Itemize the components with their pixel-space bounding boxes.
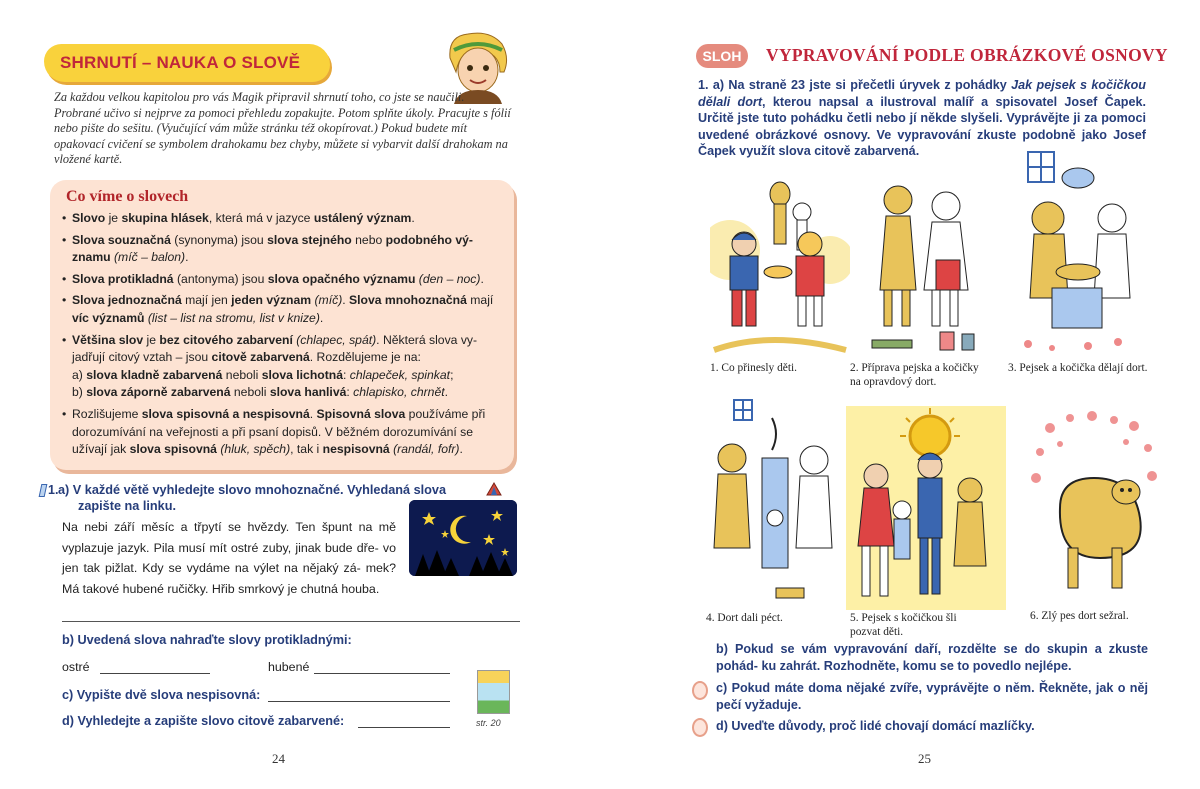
caption-2: 2. Příprava pejska a kočičky na opravdový dort.	[850, 362, 979, 388]
summary-item: • Slovo je skupina hlásek, která má v jazyce ustálený význam.	[62, 210, 500, 228]
summary-item: • Slova souznačná (synonyma) jsou slova stejného nebo podobného vý- znamu (míč – balon).	[62, 232, 500, 267]
pencil-icon	[39, 484, 48, 497]
answer-line	[314, 673, 450, 674]
book-title: Jak pejsek s kočičkou dělali dort	[698, 78, 1146, 109]
discussion-ear-icon	[692, 718, 708, 737]
page-number: 24	[272, 751, 285, 766]
illustration-dog-eating-cake-icon	[1030, 408, 1158, 608]
summary-item: • Slova protikladná (antonyma) jsou slova opačného významu (den – noc).	[62, 271, 500, 289]
answer-line	[358, 727, 450, 728]
exercise-number: 1.	[48, 483, 59, 497]
exercise-1c: c) Vypište dvě slova nespisovná:	[62, 688, 261, 702]
summary-item: • Většina slov je bez citového zabarvení (chlapec, spát). Některá slova vy- jadřují citový vztah – jsou citově zabarvená. Rozdělujeme je na: a) slova kladně zabarvená neboli slova lichotná: chlapeček, spinkat; b) slova záporně zabarvená neboli slova hanlivá: chlapisko, chrnět.	[62, 332, 500, 402]
answer-line	[268, 701, 450, 702]
exercise-1d-right: d) Uveďte důvody, proč lidé chovají domácí mazlíčky.	[716, 719, 1035, 733]
caption-1: 1. Co přinesly děti.	[710, 362, 798, 374]
exercise-1a-line2: zapište na linku.	[78, 499, 176, 513]
exercise-1d: d) Vyhledejte a zapište slovo citově zabarvené:	[62, 714, 345, 728]
summary-box	[50, 180, 514, 470]
exercise-1a-rest: , kterou napsal a ilustroval malíř a spisovatel Josef Čapek. Určitě jste tuto pohádku četli nebo jí někde slyšeli. Vyprávějte ji za pomoci uvedené obrázkové osnovy. Ve vypravování zkuste podobně jako Josef Čapek využít slova citově zabarvená.	[698, 94, 1146, 159]
summary-item: • Slova jednoznačná mají jen jeden význam (míč). Slova mnohoznačná mají víc významů (list – list na stromu, list v knize).	[62, 292, 500, 327]
exercise-1a-line1: a) V každé větě vyhledejte slovo mnohoznačné. Vyhledaná slova	[58, 483, 447, 497]
summary-list	[62, 210, 500, 459]
exercise-number: 1.	[698, 78, 709, 92]
story-picture-3	[1008, 148, 1148, 376]
caption-6: 6. Zlý pes dort sežral.	[1030, 610, 1129, 622]
summary-box-title: Co víme o slovech	[66, 188, 189, 205]
caption-5: 5. Pejsek s kočičkou šli pozvat děti.	[850, 612, 957, 638]
story-picture-2	[850, 160, 990, 389]
story-picture-6	[1030, 408, 1170, 624]
night-sky-image	[409, 500, 517, 576]
story-picture-5	[846, 406, 986, 639]
book-thumbnail-icon	[477, 670, 510, 714]
intro-text: Za každou velkou kapitolou pro vás Magik připravil shrnutí toho, co jste se naučili. Probrané učivo si nejprve za pomoci přehledu zopakujte. Potom splňte úkoly. Pracujte s fólií nebo pište do sešitu. (Vyučující vám může stránku též okopírovat.) Pokud budete mít opakovací cvičení se symbolem drahokamu bez chyby, můžete si vybarvit další drahokam na vložené kartě.	[54, 90, 511, 167]
illustration-children-icon	[710, 160, 850, 360]
gem-tent-icon	[486, 482, 502, 496]
exercise-1b: b) Uvedená slova nahraďte slovy protikladnými:	[62, 633, 352, 647]
exercise-1b-right: b) Pokud se vám vypravování daří, rozdělte se do skupin a zkuste pohád- ku zahrát. Rozhodněte, komu se to povedlo nejlépe.	[716, 642, 1148, 673]
left-page	[0, 0, 560, 789]
section-title: VYPRAVOVÁNÍ PODLE OBRÁZKOVÉ OSNOVY	[766, 45, 1168, 65]
answer-line	[100, 673, 210, 674]
exercise-1-text: Na nebi září měsíc a třpytí se hvězdy. Ten špunt na mě vyplazuje jazyk. Pila musí mít ostré zuby, jinak bude dře- vo jen tak pižlat. Kdy se vydáme na výlet na nějaký zá- mek? Má takové hubené ručičky. Hřib smrkový je chutná houba.	[62, 520, 396, 596]
page-title: SHRNUTÍ – NAUKA O SLOVĚ	[60, 53, 301, 72]
discussion-ear-icon	[692, 681, 708, 700]
exercise-1c-right: c) Pokud máte doma nějaké zvíře, vyprávějte o něm. Řekněte, jak o něj pečí vyžaduje.	[716, 681, 1148, 712]
answer-line	[62, 621, 520, 622]
sloh-badge: SLOH	[696, 44, 748, 68]
caption-4: 4. Dort dali péct.	[706, 612, 783, 624]
caption-3: 3. Pejsek a kočička dělají dort.	[1008, 362, 1148, 374]
story-picture-4	[706, 398, 846, 626]
story-picture-1	[710, 160, 850, 376]
word-hubene: hubené	[268, 660, 310, 674]
illustration-preparation-icon	[850, 160, 990, 360]
title-banner	[44, 44, 330, 82]
illustration-making-cake-icon	[1008, 148, 1148, 360]
right-page	[640, 0, 1200, 789]
word-ostre: ostré	[62, 660, 90, 674]
illustration-inviting-children-icon	[846, 406, 1006, 610]
exercise-1a-start: a) Na straně 23 jste si přečetli úryvek z pohádky	[712, 78, 1012, 92]
summary-item: • Rozlišujeme slova spisovná a nespisovná. Spisovná slova používáme při dorozumívání na veřejnosti a při psaní dopisů. V běžném dorozumívání se užívají jak slova spisovná (hluk, spěch), tak i nespisovná (randál, fofr).	[62, 406, 500, 459]
book-caption: str. 20	[476, 718, 501, 728]
page-number: 25	[918, 751, 931, 766]
illustration-baking-icon	[706, 398, 846, 610]
